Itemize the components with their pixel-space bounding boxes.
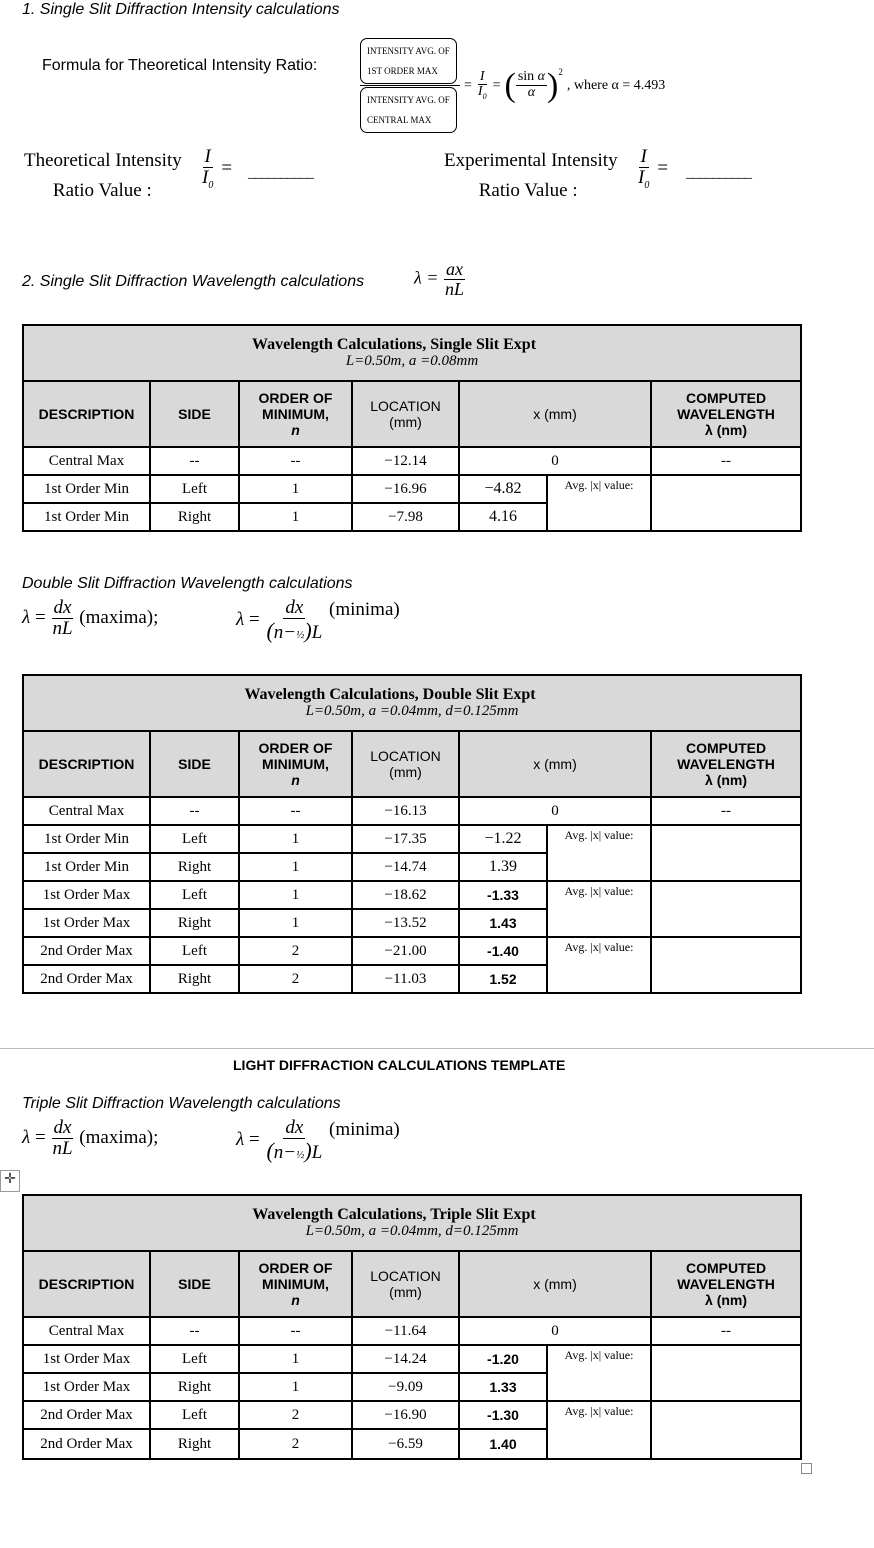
- page-divider: [0, 1048, 874, 1049]
- table-row: 2nd Order Max Right 2 −6.59 1.40: [23, 1429, 801, 1459]
- header-x: x (mm): [459, 731, 651, 797]
- table-row: 1st Order Max Right 1 −9.09 1.33: [23, 1373, 801, 1401]
- table-row: 2nd Order Max Left 2 −21.00 -1.40 Avg. |x| value:: [23, 937, 801, 965]
- theoretical-blank[interactable]: __________: [248, 165, 313, 181]
- resize-handle-icon[interactable]: [801, 1463, 812, 1474]
- table-row: Central Max -- -- −12.14 0 --: [23, 447, 801, 475]
- table-row: 1st Order Min Right 1 −14.74 1.39: [23, 853, 801, 881]
- paren-denominator: INTENSITY AVG. OF CENTRAL MAX: [360, 87, 457, 133]
- table-row: Central Max -- -- −11.64 0 --: [23, 1317, 801, 1345]
- table-title: Wavelength Calculations, Triple Slit Expt L=0.50m, a =0.04mm, d=0.125mm: [23, 1195, 801, 1251]
- table-row: 1st Order Min Left 1 −17.35 −1.22 Avg. |x| value:: [23, 825, 801, 853]
- wavelength-cell[interactable]: [651, 475, 801, 531]
- table-row: 2nd Order Max Right 2 −11.03 1.52: [23, 965, 801, 993]
- header-location: LOCATION (mm): [352, 731, 459, 797]
- table-title: Wavelength Calculations, Single Slit Expt L=0.50m, a =0.08mm: [23, 325, 801, 381]
- header-location: LOCATION (mm): [352, 1251, 459, 1317]
- header-computed: COMPUTED WAVELENGTH λ (nm): [651, 731, 801, 797]
- page-header: LIGHT DIFFRACTION CALCULATIONS TEMPLATE: [233, 1057, 566, 1073]
- intensity-ratio-formula: INTENSITY AVG. OF 1ST ORDER MAX INTENSITY AVG. OF CENTRAL MAX = $\frac{I}{I_0}$ = ( $\frac{\text{sin α}}{\alpha}$ ) $^2$ , where α = 4.493: [360, 38, 665, 133]
- section-1-title: 1. Single Slit Diffraction Intensity calculations: [22, 1, 340, 18]
- header-computed: COMPUTED WAVELENGTH λ (nm): [651, 1251, 801, 1317]
- avg-x-cell[interactable]: Avg. |x| value:: [547, 475, 651, 531]
- section-2-title: 2. Single Slit Diffraction Wavelength calculations: [22, 273, 365, 290]
- triple-slit-title: Triple Slit Diffraction Wavelength calculations: [22, 1095, 341, 1112]
- triple-minima-formula: λ = $\frac{dx}{\text{(n−½)L}}$ (minima): [236, 1117, 400, 1163]
- experimental-fraction: $\frac{I}{I_0}$ =: [638, 146, 669, 191]
- table-row: 1st Order Max Left 1 −18.62 -1.33 Avg. |x| value:: [23, 881, 801, 909]
- double-minima-formula: λ = $\frac{dx}{\text{(n−½)L}}$ (minima): [236, 597, 400, 643]
- alpha-value: , where α = 4.493: [566, 77, 666, 93]
- header-order: ORDER OF MINIMUM, n: [239, 381, 352, 447]
- header-x: x (mm): [459, 1251, 651, 1317]
- header-side: SIDE: [150, 731, 239, 797]
- single-slit-formula: λ = $\frac{ax}{nL}$: [414, 259, 464, 299]
- avg-x-cell[interactable]: Avg. |x| value:: [547, 1345, 651, 1401]
- header-description: DESCRIPTION: [23, 731, 150, 797]
- header-side: SIDE: [150, 1251, 239, 1317]
- avg-x-cell[interactable]: Avg. |x| value:: [547, 1401, 651, 1459]
- single-slit-table: [22, 324, 802, 532]
- formula-label: Formula for Theoretical Intensity Ratio:: [42, 57, 318, 74]
- wavelength-cell[interactable]: [651, 937, 801, 993]
- header-order: ORDER OF MINIMUM, n: [239, 731, 352, 797]
- wavelength-cell[interactable]: [651, 881, 801, 937]
- header-computed: COMPUTED WAVELENGTH λ (nm): [651, 381, 801, 447]
- triple-maxima-formula: λ = $\frac{dx}{nL}$ (maxima);: [22, 1117, 159, 1159]
- double-maxima-formula: λ = $\frac{dx}{nL}$ (maxima);: [22, 597, 159, 639]
- table-row: 1st Order Min Right 1 −7.98 4.16: [23, 503, 801, 531]
- triple-slit-table: [22, 1194, 802, 1460]
- avg-x-cell[interactable]: Avg. |x| value:: [547, 937, 651, 993]
- wavelength-cell[interactable]: [651, 1401, 801, 1459]
- table-title: Wavelength Calculations, Double Slit Expt L=0.50m, a =0.04mm, d=0.125mm: [23, 675, 801, 731]
- table-row: 1st Order Max Left 1 −14.24 -1.20 Avg. |x| value:: [23, 1345, 801, 1373]
- double-slit-title: Double Slit Diffraction Wavelength calculations: [22, 575, 353, 592]
- header-order: ORDER OF MINIMUM, n: [239, 1251, 352, 1317]
- move-handle-icon[interactable]: ✛: [0, 1170, 20, 1192]
- paren-numerator: INTENSITY AVG. OF 1ST ORDER MAX: [360, 38, 457, 84]
- wavelength-cell[interactable]: [651, 1345, 801, 1401]
- table-row: 1st Order Max Right 1 −13.52 1.43: [23, 909, 801, 937]
- header-side: SIDE: [150, 381, 239, 447]
- double-slit-table: [22, 674, 802, 994]
- header-location: LOCATION (mm): [352, 381, 459, 447]
- experimental-blank[interactable]: __________: [686, 165, 751, 181]
- table-row: 2nd Order Max Left 2 −16.90 -1.30 Avg. |x| value:: [23, 1401, 801, 1429]
- table-row: Central Max -- -- −16.13 0 --: [23, 797, 801, 825]
- table-row: 1st Order Min Left 1 −16.96 −4.82 Avg. |x| value:: [23, 475, 801, 503]
- theoretical-fraction: $\frac{I}{I_0}$ =: [202, 146, 233, 191]
- wavelength-cell[interactable]: [651, 825, 801, 881]
- avg-x-cell[interactable]: Avg. |x| value:: [547, 825, 651, 881]
- header-description: DESCRIPTION: [23, 1251, 150, 1317]
- avg-x-cell[interactable]: Avg. |x| value:: [547, 881, 651, 937]
- header-x: x (mm): [459, 381, 651, 447]
- theoretical-ratio-label: Theoretical Intensity Ratio Value :: [24, 150, 182, 201]
- experimental-ratio-label: Experimental Intensity Ratio Value :: [444, 150, 618, 201]
- header-description: DESCRIPTION: [23, 381, 150, 447]
